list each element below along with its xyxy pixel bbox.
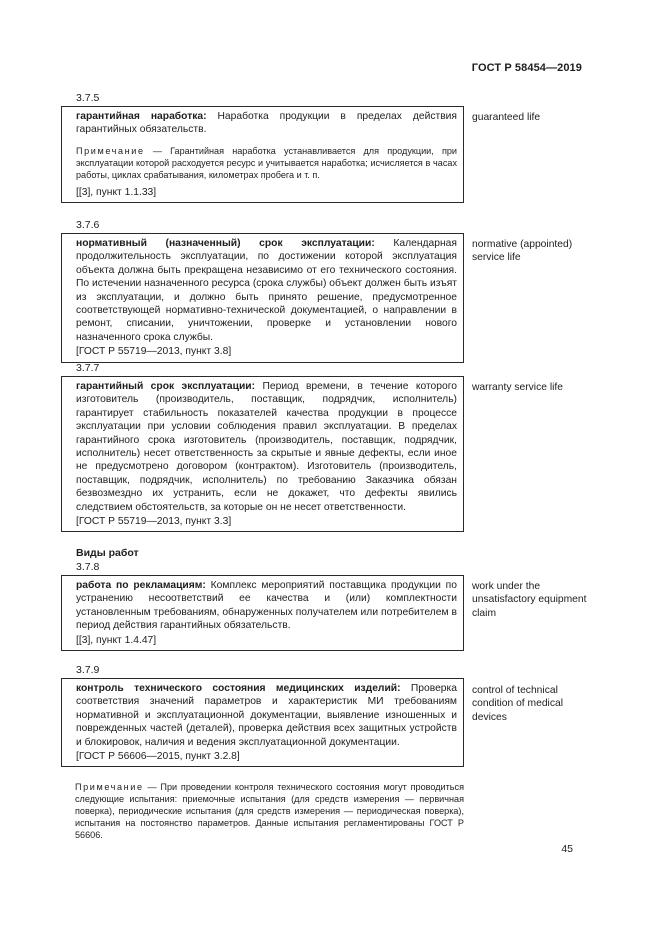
note-label: Примечание	[75, 782, 144, 792]
entry-number: 3.7.8	[76, 561, 100, 573]
term-entry-3-7-9	[61, 663, 464, 767]
term-definition: Календарная продолжительность эксплуатации, по достижении которой эксплуатация объекта должна быть прекращена независимо от его технического состояния. По истечении назначенного ресурса (срока службы) объект должен быть изъят из эксплуатации, и должно быть принято решение, предусмотренное соответствующей нормативно-технической документацией, о направлении в ремонт, списании, уничтожении, проверке и установлении нового назначенного срока службы.	[76, 238, 457, 343]
term-entry-3-7-5	[61, 91, 464, 203]
entry-number: 3.7.6	[76, 219, 100, 231]
term-note	[76, 145, 457, 181]
term-box	[61, 575, 464, 651]
entry-number: 3.7.7	[76, 362, 100, 374]
note-label: Примечание	[76, 145, 145, 156]
term-definition: Период времени, в течение которого изготовитель (производитель, поставщик, подрядчик, исполнитель) гарантирует стабильность показателей качества продукции в процессе эксплуатации при условии соблюдения правил эксплуатации. В пределах гарантийного срока изготовитель (производитель, поставщик, подрядчик, исполнитель) несет ответственность за скрытые и явные дефекты, если иное не предусмотрено договором (контрактом). Изготовитель (производитель, поставщик, подрядчик, исполнитель) по требованию Заказчика обязан безвозмездно их устранить, если не докажет, что дефекты явились следствием обстоятельств, за которые он не несет ответственности.	[76, 381, 457, 513]
english-term: control of technical condition of medical devices	[472, 685, 564, 723]
english-term: work under the unsatisfactory equipment claim	[472, 581, 587, 619]
term-entry-3-7-8	[61, 546, 464, 651]
term-box	[61, 233, 464, 363]
term-definition: Комплекс мероприятий поставщика продукции по устранению несоответствий ее качества и (или) комплектности установленным требованиям, обнаруженных получателем или потребителем в период действия гарантийных обязательств.	[76, 580, 457, 632]
term-source: [ГОСТ Р 56606—2015, пункт 3.2.8]	[76, 751, 240, 763]
footer-note	[61, 781, 464, 841]
english-term: normative (appointed) service life	[472, 239, 573, 264]
term-name: гарантийный срок эксплуатации:	[76, 381, 256, 392]
page-number: 45	[561, 843, 573, 855]
term-entry-3-7-7	[61, 361, 464, 532]
entry-number: 3.7.5	[76, 92, 100, 104]
term-definition: Наработка продукции в пределах действия гарантийных обязательств.	[76, 111, 457, 136]
term-entry-3-7-6	[61, 218, 464, 363]
term-source: [ГОСТ Р 55719—2013, пункт 3.8]	[76, 346, 232, 358]
term-name: гарантийная наработка:	[76, 111, 207, 122]
term-name: нормативный (назначенный) срок эксплуатации:	[76, 238, 375, 249]
section-heading: Виды работ	[76, 547, 139, 559]
term-name: работа по рекламациям:	[76, 580, 206, 591]
term-name: контроль технического состояния медицинских изделий:	[76, 683, 401, 694]
document-header: ГОСТ Р 58454—2019	[471, 62, 582, 74]
english-term: guaranteed life	[472, 112, 541, 123]
note-text: — При проведении контроля технического состояния могут проводиться следующие испытания: приемочные испытания (для средств измерения — первичная поверка), периодические испытания (для средств измерения — периодическая поверка), испытания на постоянство параметров. Данные испытания регламентированы ГОСТ Р 56606.	[75, 782, 464, 840]
term-box	[61, 106, 464, 203]
english-term: warranty service life	[472, 382, 563, 393]
note-text: — Гарантийная наработка устанавливается для продукции, при эксплуатации которой расходуется ресурс и учитывается наработка; исчисляется в часах работы, циклах срабатывания, километрах пробега и т. п.	[76, 145, 458, 180]
term-box	[61, 678, 464, 767]
term-source: [ГОСТ Р 55719—2013, пункт 3.3]	[76, 516, 232, 528]
term-box	[61, 376, 464, 532]
term-definition: Проверка соответствия значений параметров и характеристик МИ требованиям нормативной и эксплуатационной документации, выявление изношенных и поврежденных частей (деталей), проверка действия всех защитных устройств и блокировок, наличия и ведения эксплуатационной документации.	[76, 683, 457, 748]
term-source: [[3], пункт 1.1.33]	[76, 186, 157, 198]
term-source: [[3], пункт 1.4.47]	[76, 634, 157, 646]
entry-number: 3.7.9	[76, 664, 100, 676]
